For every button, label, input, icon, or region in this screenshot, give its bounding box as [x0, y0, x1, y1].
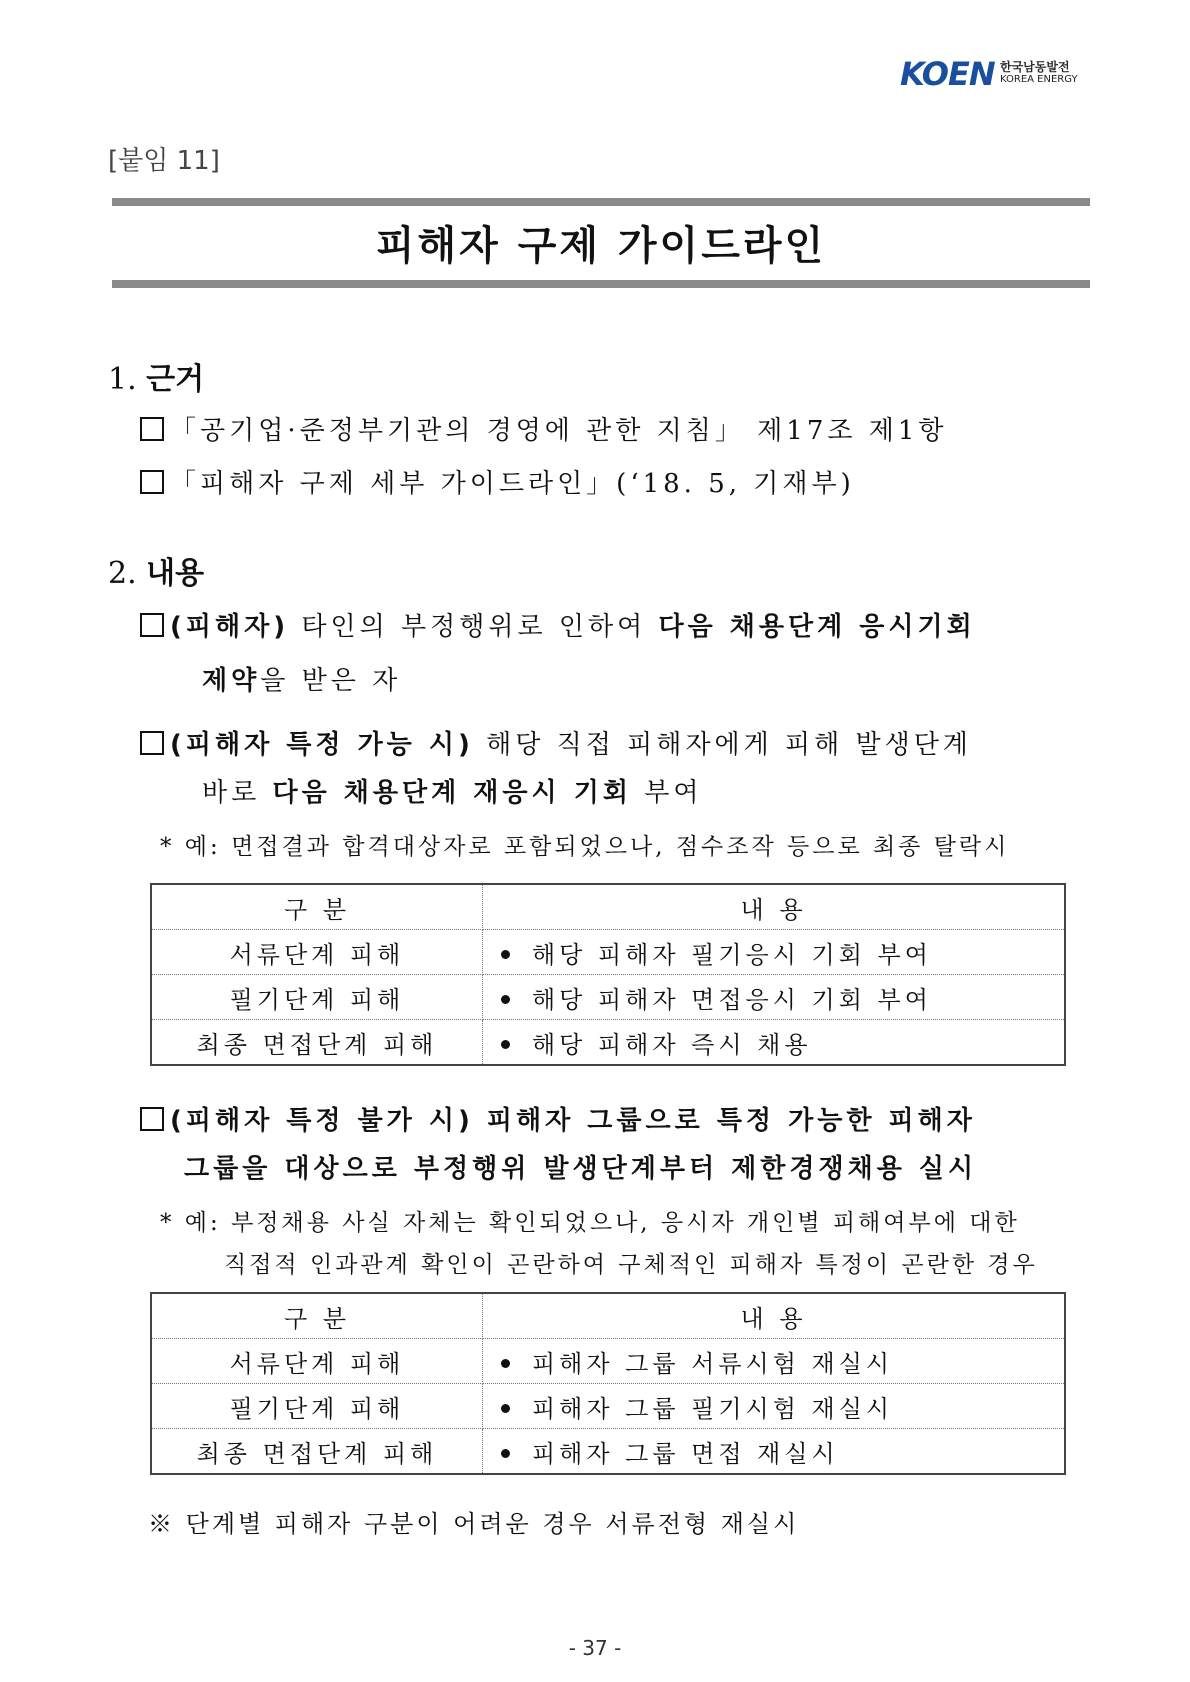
logo-mark: KOEN	[900, 55, 995, 93]
koen-logo	[900, 56, 1090, 96]
section-2-item-3-line-1: (피해자 특정 불가 시) 피해자 그룹으로 특정 가능한 피해자	[140, 1100, 976, 1137]
logo-korean-name: 한국남동발전	[1000, 60, 1070, 74]
checkbox-square-icon	[140, 417, 164, 441]
damage-table-1	[150, 883, 1066, 1066]
table-cell-stage: 서류단계 피해	[151, 930, 483, 975]
section-2-number: 2.	[108, 556, 137, 591]
logo-english-name: KOREA ENERGY	[1000, 74, 1078, 85]
page-number: - 37 -	[568, 1636, 622, 1660]
section-1-item-1: 「공기업·준정부기관의 경영에 관한 지침」 제17조 제1항	[140, 410, 948, 447]
table-row	[151, 1020, 1065, 1066]
section-1-item-2: 「피해자 구제 세부 가이드라인」(‘18. 5, 기재부)	[140, 463, 855, 500]
table-row	[151, 1339, 1065, 1384]
bullet-icon	[501, 1404, 510, 1413]
table-header-cell: 구 분	[151, 1293, 483, 1339]
table-row	[151, 1384, 1065, 1429]
bullet-icon	[501, 1359, 510, 1368]
table-header-row	[151, 884, 1065, 930]
table-cell-stage: 최종 면접단계 피해	[151, 1429, 483, 1475]
table-header-cell: 구 분	[151, 884, 483, 930]
table-header-cell: 내 용	[483, 884, 1066, 930]
section-2-item-3-line-2: 그룹을 대상으로 부정행위 발생단계부터 제한경쟁채용 실시	[184, 1154, 978, 1184]
table-row	[151, 930, 1065, 975]
table-header-row	[151, 1293, 1065, 1339]
table-cell-stage: 필기단계 피해	[151, 975, 483, 1020]
bullet-icon	[501, 950, 510, 959]
page-title: 피해자 구제 가이드라인	[375, 222, 827, 269]
attachment-label: [붙임 11]	[108, 146, 220, 176]
section-1-label: 근거	[146, 362, 205, 397]
table-cell-stage: 최종 면접단계 피해	[151, 1020, 483, 1066]
section-1-number: 1.	[108, 362, 137, 397]
section-2-item-1-line-2: 제약을 받은 자	[202, 666, 402, 696]
bullet-icon	[501, 1449, 510, 1458]
table-cell-stage: 필기단계 피해	[151, 1384, 483, 1429]
table-cell-content: 피해자 그룹 면접 재실시	[483, 1429, 1066, 1475]
table-cell-content: 해당 피해자 즉시 채용	[483, 1020, 1066, 1066]
table-cell-stage: 서류단계 피해	[151, 1339, 483, 1384]
checkbox-square-icon	[140, 470, 164, 494]
bullet-icon	[501, 995, 510, 1004]
checkbox-square-icon	[140, 731, 164, 755]
table-row	[151, 975, 1065, 1020]
damage-table-2	[150, 1292, 1066, 1475]
section-2-item-1-line-1: (피해자) 타인의 부정행위로 인하여 다음 채용단계 응시기회	[140, 606, 976, 643]
table-header-cell: 내 용	[483, 1293, 1066, 1339]
section-1-heading	[108, 354, 204, 398]
title-top-rule	[112, 198, 1090, 206]
bullet-icon	[501, 1040, 510, 1049]
checkbox-square-icon	[140, 1107, 164, 1131]
title-bottom-rule	[112, 280, 1090, 288]
example-note-2-line-2: 직접적 인과관계 확인이 곤란하여 구체적인 피해자 특정이 곤란한 경우	[224, 1252, 1038, 1278]
section-2-item-2-line-1: (피해자 특정 가능 시) 해당 직접 피해자에게 피해 발생단계	[140, 724, 972, 761]
table-cell-content: 피해자 그룹 서류시험 재실시	[483, 1339, 1066, 1384]
section-2-label: 내용	[146, 556, 205, 591]
table-cell-content: 해당 피해자 면접응시 기회 부여	[483, 975, 1066, 1020]
table-cell-content: 피해자 그룹 필기시험 재실시	[483, 1384, 1066, 1429]
checkbox-square-icon	[140, 613, 164, 637]
example-note-1: * 예: 면접결과 합격대상자로 포함되었으나, 점수조작 등으로 최종 탈락시	[160, 834, 1010, 860]
section-2-heading	[108, 548, 204, 592]
table-row	[151, 1429, 1065, 1475]
remark-note: ※ 단계별 피해자 구분이 어려운 경우 서류전형 재실시	[148, 1510, 800, 1538]
example-note-2-line-1: * 예: 부정채용 사실 자체는 확인되었으나, 응시자 개인별 피해여부에 대한	[160, 1210, 1020, 1236]
table-cell-content: 해당 피해자 필기응시 기회 부여	[483, 930, 1066, 975]
section-2-item-2-line-2: 바로 다음 채용단계 재응시 기회 부여	[202, 778, 703, 808]
